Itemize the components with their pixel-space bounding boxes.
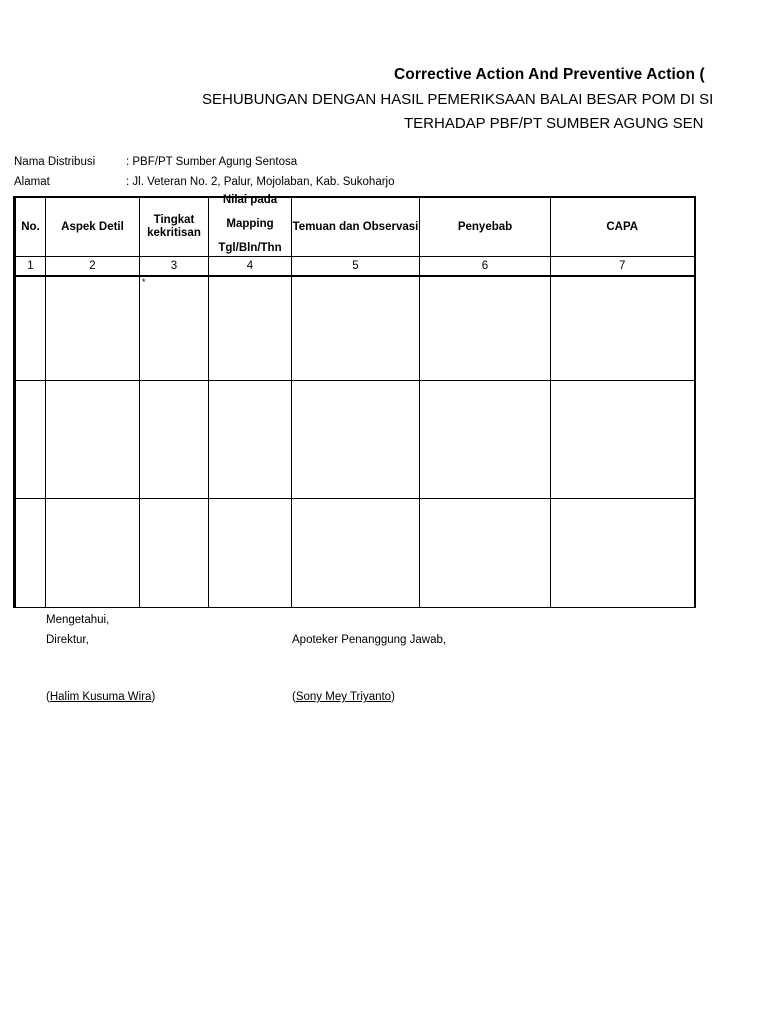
table-cell[interactable] (15, 381, 46, 499)
column-number: 5 (292, 257, 420, 277)
table-cell[interactable] (140, 276, 209, 381)
capa-table (13, 196, 696, 608)
column-number: 6 (420, 257, 551, 277)
table-cell[interactable] (292, 381, 420, 499)
header-tingkat-kekritisan (140, 197, 209, 257)
table-cell[interactable] (46, 276, 140, 381)
info-name-label: Nama Distribusi (14, 156, 96, 168)
document-subtitle: SEHUBUNGAN DENGAN HASIL PEMERIKSAAN BALAI BESAR POM DI SI (202, 91, 714, 108)
column-number: 4 (209, 257, 292, 277)
column-number: 1 (15, 257, 46, 277)
signature-director-name (46, 691, 155, 703)
paren-open: ( (46, 691, 50, 703)
info-name-value: : PBF/PT Sumber Agung Sentosa (126, 156, 298, 168)
table-cell[interactable] (140, 381, 209, 499)
table-cell[interactable] (15, 276, 46, 381)
director-name: Halim Kusuma Wira (49, 691, 152, 703)
table-cell[interactable] (209, 381, 292, 499)
table-row (15, 276, 695, 381)
header-tingkat-line1: Tingkat (153, 214, 195, 226)
table-cell[interactable] (209, 276, 292, 381)
header-temuan-observasi: Temuan dan Observasi (292, 197, 420, 257)
signature-apoteker-name (292, 691, 395, 703)
apoteker-name: Sony Mey Triyanto (295, 691, 392, 703)
info-distributor-name (14, 156, 297, 168)
table-cell[interactable] (140, 499, 209, 608)
table-cell[interactable] (551, 381, 695, 499)
table-cell[interactable] (46, 381, 140, 499)
table-row (15, 499, 695, 608)
document-title: Corrective Action And Preventive Action ( (394, 66, 705, 83)
info-address-label: Alamat (14, 176, 50, 188)
table-header-row (15, 197, 695, 257)
header-no: No. (15, 197, 46, 257)
paren-close: ) (151, 691, 156, 703)
header-nilai-line2: Mapping (226, 218, 274, 230)
document-subtitle-target: TERHADAP PBF/PT SUMBER AGUNG SEN (404, 115, 704, 132)
column-number: 2 (46, 257, 140, 277)
table-column-number-row (15, 257, 695, 277)
cell-asterisk-mark: * (142, 277, 146, 287)
header-aspek-detil: Aspek Detil (46, 197, 140, 257)
header-nilai-line1: Nilai pada (222, 194, 278, 206)
header-nilai-mapping (209, 194, 292, 257)
table-cell[interactable] (420, 276, 551, 381)
header-capa: CAPA (551, 197, 695, 257)
table-cell[interactable] (46, 499, 140, 608)
signature-director-label: Direktur, (46, 634, 89, 646)
table-cell[interactable] (209, 499, 292, 608)
column-number: 3 (140, 257, 209, 277)
table-cell[interactable] (292, 276, 420, 381)
table-cell[interactable] (292, 499, 420, 608)
signature-acknowledged-label: Mengetahui, (46, 614, 110, 626)
header-penyebab: Penyebab (420, 197, 551, 257)
header-tingkat-line2: kekritisan (147, 227, 201, 239)
header-nilai-line3: Tgl/Bln/Thn (218, 242, 282, 254)
table-cell[interactable] (551, 276, 695, 381)
info-address (14, 176, 395, 188)
info-address-value: : Jl. Veteran No. 2, Palur, Mojolaban, Kab. Sukoharjo (126, 176, 395, 188)
table-cell[interactable] (15, 499, 46, 608)
table-cell[interactable] (551, 499, 695, 608)
table-cell[interactable] (420, 381, 551, 499)
column-number: 7 (551, 257, 695, 277)
signature-apoteker-label: Apoteker Penanggung Jawab, (292, 634, 447, 646)
paren-close: ) (391, 691, 395, 703)
table-row (15, 381, 695, 499)
table-cell[interactable] (420, 499, 551, 608)
paren-open: ( (292, 691, 296, 703)
